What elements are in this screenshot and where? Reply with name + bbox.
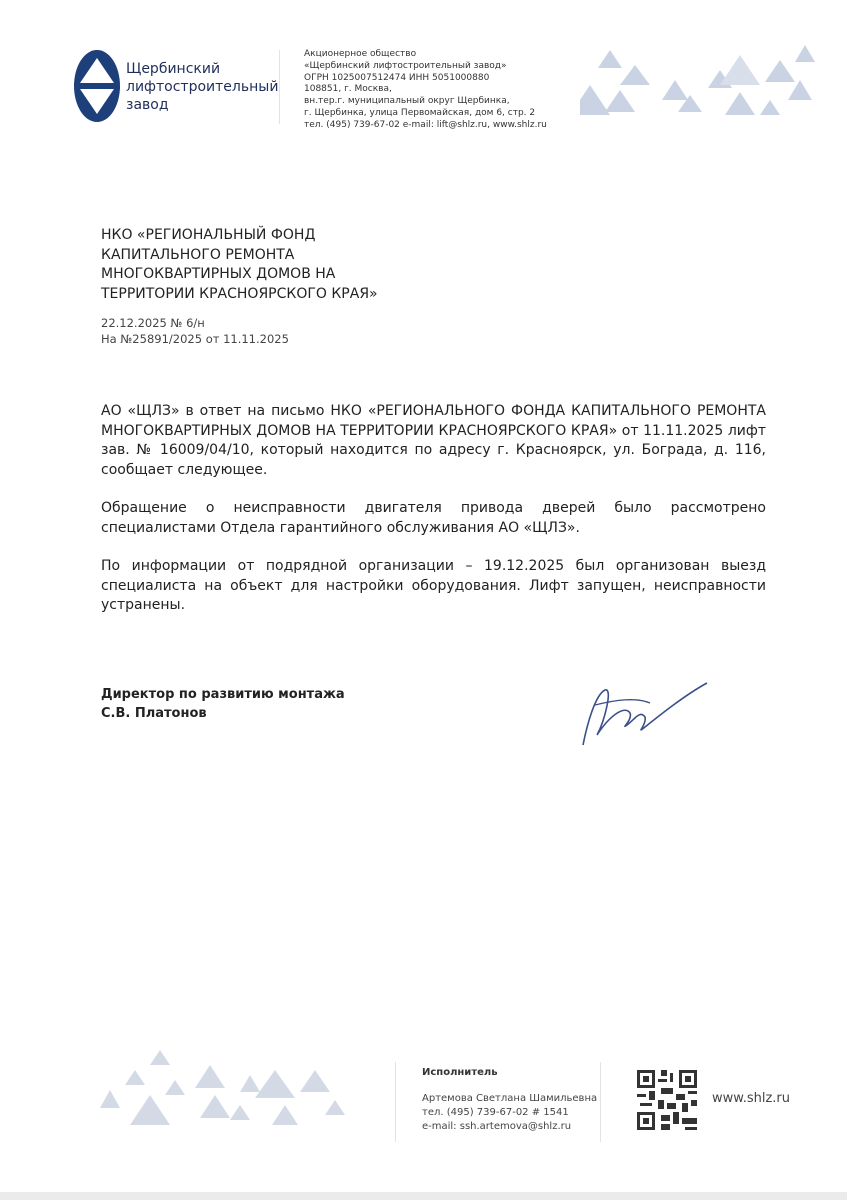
- outgoing-number: 22.12.2025 № 6/н: [101, 316, 205, 330]
- company-details: [304, 49, 547, 132]
- executor-label: Исполнитель: [422, 1067, 498, 1078]
- addressee-line: КАПИТАЛЬНОГО РЕМОНТА: [101, 246, 295, 263]
- detail-line: Акционерное общество: [304, 49, 417, 59]
- decorative-triangles-icon: [100, 1050, 360, 1130]
- page-bottom-edge: [0, 1192, 847, 1200]
- incoming-reference: На №25891/2025 от 11.11.2025: [101, 331, 289, 346]
- header-divider: [279, 50, 280, 124]
- detail-line: вн.тер.г. муниципальный округ Щербинка,: [304, 96, 510, 107]
- signer-block: [101, 685, 345, 723]
- company-name-line: Щербинский: [126, 61, 221, 77]
- addressee: [101, 226, 378, 304]
- website-link[interactable]: www.shlz.ru: [712, 1091, 790, 1106]
- company-logo: [74, 50, 120, 122]
- signer-position: Директор по развитию монтажа: [101, 687, 345, 702]
- paragraph: По информации от подрядной организации – 19.12.2025 был организован выезд специалиста на объект для настройки оборудования. Лифт запущен, неисправности устранены.: [101, 558, 766, 613]
- company-name-line: завод: [126, 97, 169, 113]
- signature: [575, 675, 715, 755]
- addressee-line: ТЕРРИТОРИИ КРАСНОЯРСКОГО КРАЯ»: [101, 285, 378, 302]
- executor-block: [422, 1066, 597, 1134]
- executor-phone: тел. (495) 739-67-02 # 1541: [422, 1107, 569, 1118]
- company-name: [126, 60, 278, 114]
- detail-line: «Щербинский лифтостроительный завод»: [304, 60, 507, 71]
- decorative-triangles-icon: [580, 40, 820, 120]
- detail-line: ОГРН 1025007512474 ИНН 5051000880: [304, 72, 490, 83]
- qr-code-icon[interactable]: [637, 1070, 697, 1130]
- signer-name: С.В. Платонов: [101, 706, 207, 721]
- footer-divider: [395, 1062, 396, 1142]
- letter-references: [101, 316, 289, 347]
- addressee-line: МНОГОКВАРТИРНЫХ ДОМОВ НА: [101, 266, 336, 282]
- letter-body: [101, 402, 766, 635]
- paragraph: АО «ЩЛЗ» в ответ на письмо НКО «РЕГИОНАЛЬНОГО ФОНДА КАПИТАЛЬНОГО РЕМОНТА МНОГОКВАРТИРНЫХ ДОМОВ НА ТЕРРИТОРИИ КРАСНОЯРСКОГО КРАЯ» от 11.11.2025 лифт зав. № 16009/04/10, который находится по адресу г. Красноярск, ул. Бограда, д. 116, сообщает следующее.: [101, 403, 766, 478]
- executor-name: Артемова Светлана Шамильевна: [422, 1093, 598, 1104]
- footer-divider: [600, 1062, 601, 1142]
- paragraph: Обращение о неисправности двигателя привода дверей было рассмотрено специалистами Отдела гарантийного обслуживания АО «ЩЛЗ».: [101, 500, 766, 536]
- executor-email: e-mail: ssh.artemova@shlz.ru: [422, 1121, 572, 1132]
- detail-line: 108851, г. Москва,: [304, 84, 392, 95]
- company-name-line: лифтостроительный: [126, 79, 279, 95]
- detail-line: г. Щербинка, улица Первомайская, дом 6, стр. 2: [304, 107, 536, 118]
- addressee-line: НКО «РЕГИОНАЛЬНЫЙ ФОНД: [101, 227, 316, 243]
- detail-line: тел. (495) 739-67-02 e-mail: lift@shlz.ru, www.shlz.ru: [304, 119, 547, 130]
